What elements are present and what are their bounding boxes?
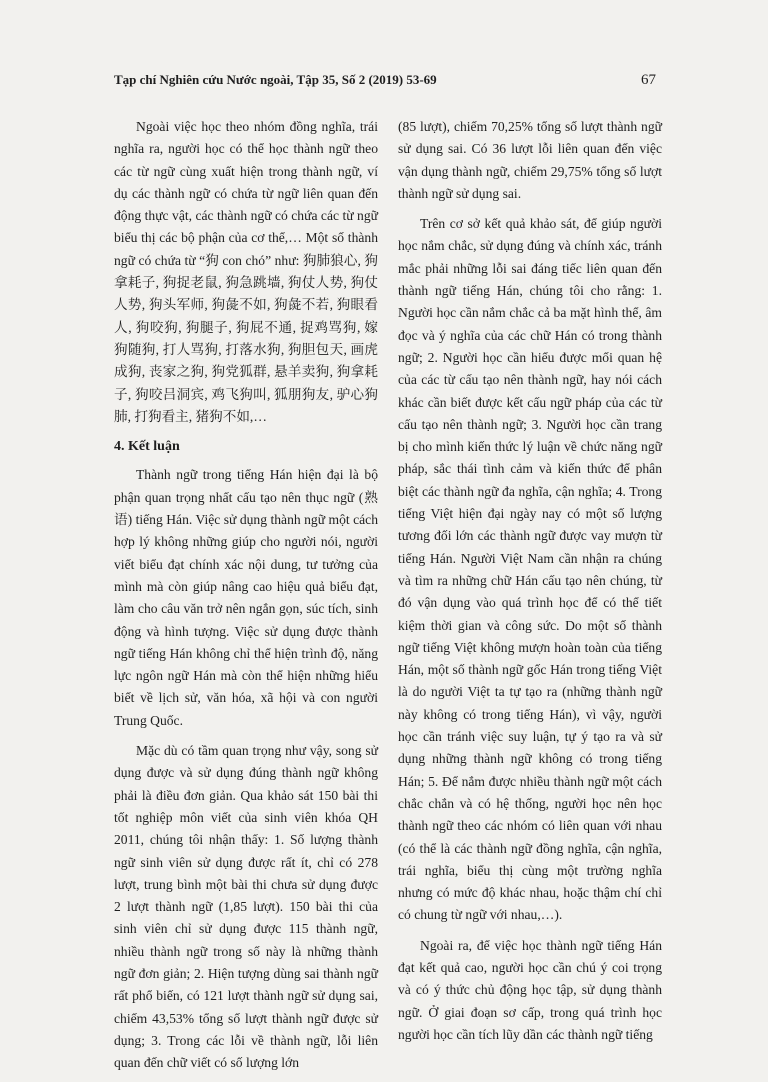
paragraph-recommendations: Trên cơ sở kết quả khảo sát, để giúp người học nắm chắc, sử dụng đúng và chính xác, tránh mắc phải những lỗi sai đáng tiếc liên quan đến thành ngữ tiếng Hán, chúng tôi cho rằng: 1. Người học cần nắm chắc cả ba mặt hình thể, âm đọc và ý nghĩa của các chữ Hán có trong thành ngữ; 2. Người học cần hiểu được mối quan hệ của các từ cấu tạo nên thành ngữ, hay nói cách khác cần biết được kết cấu ngữ pháp của các từ cấu tạo nên thành ngữ; 3. Người học cần trang bị cho mình kiến thức lý luận về chức năng ngữ pháp, sắc thái tình cảm và kiến thức để phân biệt các thành ngữ đa nghĩa, cận nghĩa; 4. Trong tiếng Việt hiện đại ngày nay có một số lượng tương đối lớn các thành ngữ được vay mượn từ tiếng Hán. Người Việt Nam cần nhận ra chúng và tìm ra những chữ Hán cấu tạo nên chúng, từ đó vận dụng vào quá trình học để có thể tiết kiệm thời gian và công sức. Do một số thành ngữ tiếng Việt không mượn hoàn toàn của tiếng Hán, một số thành ngữ gốc Hán trong tiếng Việt là do người Việt ta tự tạo ra (những thành ngữ này không có trong tiếng Hán), vì vậy, người học cần tránh việc suy luận, tự ý tạo ra và sử dụng những thành ngữ không có trong tiếng Hán; 5. Để nắm được nhiều thành ngữ một cách chắc chắn và có hệ thống, người học nên học thành ngữ theo các nhóm có liên quan với nhau (có thể là các thành ngữ đồng nghĩa, cận nghĩa, trái nghĩa, biểu thị cùng một trường nghĩa nhưng có mức độ khác nhau, hoặc thậm chí chỉ có chung từ ngữ với nhau,…). <box>398 216 662 923</box>
page-header <box>114 72 656 89</box>
paragraph-idioms-by-words: Ngoài việc học theo nhóm đồng nghĩa, trái nghĩa ra, người học có thể học thành ngữ theo các từ ngữ cùng xuất hiện trong thành ngữ, ví dụ các thành ngữ có chứa từ ngữ liên quan đến động thực vật, các thành ngữ có chứa các từ ngữ biểu thị các bộ phận của cơ thể,… Một số thành ngữ có chứa từ “狗 con chó” như: 狗肺狼心, 狗拿耗子, 狗捉老鼠, 狗急跳墙, 狗仗人势, 狗仗人势, 狗头军师, 狗彘不如, 狗彘不若, 狗眼看人, 狗咬狗, 狗腿子, 狗屁不通, 捉鸡骂狗, 嫁狗随狗, 打人骂狗, 打落水狗, 狗胆包天, 画虎成狗, 丧家之狗, 狗党狐群, 悬羊卖狗, 狗拿耗子, 狗咬吕洞宾, 鸡飞狗叫, 狐朋狗友, 驴心狗肺, 打狗看主, 猪狗不如,… <box>114 119 378 424</box>
journal-citation: Tạp chí Nghiên cứu Nước ngoài, Tập 35, Số 2 (2019) 53-69 <box>114 72 437 87</box>
page-number: 67 <box>641 72 656 88</box>
right-column <box>398 116 662 1054</box>
paragraph-conclusion-intro: Thành ngữ trong tiếng Hán hiện đại là bộ phận quan trọng nhất cấu tạo nên thục ngữ (熟语) tiếng Hán. Việc sử dụng thành ngữ một cách hợp lý không những giúp cho người nói, người viết biểu đạt chính xác nội dung, tư tưởng của mình mà còn giúp nâng cao hiệu quả biểu đạt, làm cho câu văn trở nên ngắn gọn, súc tích, sinh động và hình tượng. Việc sử dụng được thành ngữ tiếng Hán không chỉ thể hiện trình độ, năng lực ngôn ngữ Hán mà còn thể hiện những hiểu biết về lịch sử, văn hóa, xã hội và con người Trung Quốc. <box>114 467 378 728</box>
paragraph-survey-findings: Mặc dù có tầm quan trọng như vậy, song sử dụng được và sử dụng đúng thành ngữ không phải là điều đơn giản. Qua khảo sát 150 bài thi tốt nghiệp môn viết của sinh viên khóa QH 2011, chúng tôi nhận thấy: 1. Số lượng thành ngữ sinh viên sử dụng được rất ít, chỉ có 278 lượt, trung bình một bài thi chưa sử dụng được 2 lượt thành ngữ (1,85 lượt). 150 bài thi của sinh viên chỉ sử dụng được 115 thành ngữ, nhiều thành ngữ trong số này là những thành ngữ đơn giản; 2. Hiện tượng dùng sai thành ngữ rất phổ biến, có 121 lượt thành ngữ sử dụng sai, chiếm 43,53% tổng số lượt thành ngữ được sử dụng; 3. Trong các lỗi về thành ngữ, lỗi liên quan đến chữ viết có số lượng lớn <box>114 743 378 1071</box>
section-heading-conclusion: 4. Kết luận <box>114 439 180 455</box>
paragraph-findings-continued: (85 lượt), chiếm 70,25% tổng số lượt thành ngữ sử dụng sai. Có 36 lượt lỗi liên quan đến việc vận dụng thành ngữ, chiếm 29,75% tổng số lượt thành ngữ sử dụng sai. <box>398 119 662 201</box>
paragraph-further-advice: Ngoài ra, để việc học thành ngữ tiếng Hán đạt kết quả cao, người học cần chú ý coi trọng và có ý thức chủ động học tập, sử dụng thành ngữ. Ở giai đoạn sơ cấp, trong quá trình học người học cần tích lũy dần các thành ngữ tiếng <box>398 937 662 1042</box>
left-column <box>114 116 378 1082</box>
